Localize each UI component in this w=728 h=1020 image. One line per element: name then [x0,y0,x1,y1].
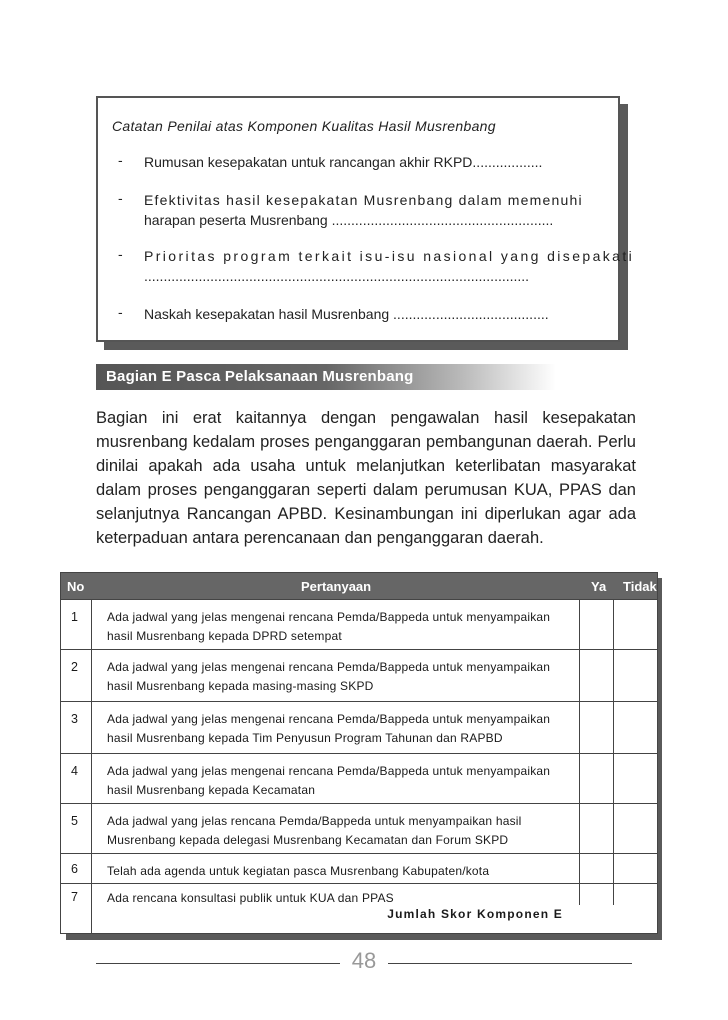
row-number: 4 [71,764,78,778]
table-row [61,701,657,753]
component-total-label: Jumlah Skor Komponen E [387,907,563,921]
table-header [61,573,657,599]
header-no-answer: Tidak [623,579,657,594]
question-text: Ada rencana konsultasi publik untuk KUA dan PPAS [107,891,394,905]
question-text: Ada jadwal yang jelas rencana Pemda/Bappeda untuk menyampaikan hasil [107,814,522,828]
paragraph-line: keterpaduan antara perencanaan dan penganggaran daerah. [96,529,544,547]
table-total-row [61,905,657,933]
question-text-continued: hasil Musrenbang kepada Kecamatan [107,783,316,797]
question-text: Ada jadwal yang jelas mengenai rencana Pemda/Bappeda untuk menyampaikan [107,660,551,674]
note-dash: - [118,304,123,320]
section-heading [96,364,556,390]
header-yes: Ya [591,579,607,594]
footer-rule-left [96,963,340,964]
question-text: Telah ada agenda untuk kegiatan pasca Musrenbang Kabupaten/kota [107,864,490,878]
paragraph-line: dalam proses penganggaran seperti dalam perumusan KUA, PPAS dan [96,481,636,499]
question-text: Ada jadwal yang jelas mengenai rencana Pemda/Bappeda untuk menyampaikan [107,610,551,624]
paragraph-line: selanjutnya Rancangan APBD. Kesinambungan ini diperlukan agar ada [96,505,636,523]
table-row [61,853,657,883]
assessment-table [60,572,658,934]
assessor-notes-box [96,96,635,342]
header-question: Pertanyaan [301,579,372,594]
paragraph-line: musrenbang kedalam proses penganggaran pembangunan daerah. Perlu [96,433,636,451]
question-text-continued: hasil Musrenbang kepada Tim Penyusun Program Tahunan dan RAPBD [107,731,503,745]
header-no: No [67,579,85,594]
section-heading-text: Bagian E Pasca Pelaksanaan Musrenbang [106,368,414,385]
table-row [61,649,657,701]
question-text-continued: hasil Musrenbang kepada DPRD setempat [107,629,342,643]
row-number: 2 [71,660,78,674]
note-dash: - [118,246,123,262]
note-text-continued: harapan peserta Musrenbang ......................................................... [144,212,554,228]
row-number: 6 [71,862,78,876]
paragraph-line: Bagian ini erat kaitannya dengan pengawalan hasil kesepakatan [96,409,636,427]
table-row [61,599,657,649]
row-number: 3 [71,712,78,726]
question-text-continued: hasil Musrenbang kepada masing-masing SKPD [107,679,374,693]
table-row [61,883,657,905]
note-text-continued: ................................................................................................... [144,268,530,284]
table-row [61,753,657,803]
footer-rule-right [388,963,632,964]
section-paragraph [96,406,636,550]
note-text: Rumusan kesepakatan untuk rancangan akhir RKPD.................. [144,154,543,170]
note-text: Naskah kesepakatan hasil Musrenbang ........................................ [144,306,549,322]
page-number: 48 [351,948,377,973]
paragraph-line: dinilai apakah ada usaha untuk melanjutkan keterlibatan masyarakat [96,457,636,475]
row-number: 1 [71,610,78,624]
question-text: Ada jadwal yang jelas mengenai rencana Pemda/Bappeda untuk menyampaikan [107,712,551,726]
row-number: 7 [71,890,78,904]
notes-title: Catatan Penilai atas Komponen Kualitas Hasil Musrenbang [112,118,496,134]
row-number: 5 [71,814,78,828]
question-text-continued: Musrenbang kepada delegasi Musrenbang Kecamatan dan Forum SKPD [107,833,509,847]
note-text: Efektivitas hasil kesepakatan Musrenbang dalam memenuhi [144,192,583,208]
table-row [61,803,657,853]
question-text: Ada jadwal yang jelas mengenai rencana Pemda/Bappeda untuk menyampaikan [107,764,551,778]
note-text: Prioritas program terkait isu-isu nasional yang disepakati [144,248,635,264]
note-dash: - [118,152,123,168]
note-dash: - [118,190,123,206]
